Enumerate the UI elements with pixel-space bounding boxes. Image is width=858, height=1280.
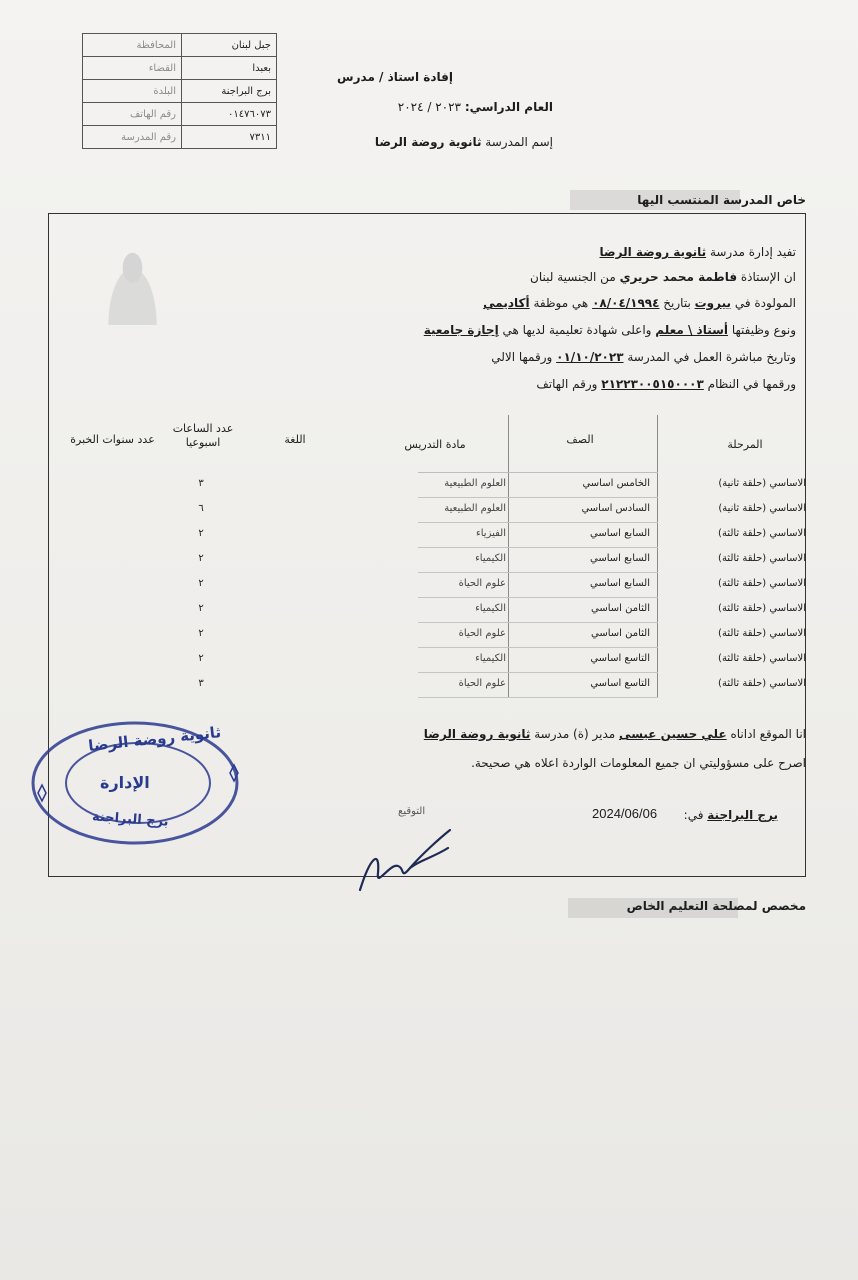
row-divider	[418, 672, 658, 673]
declaration-line-2: اصرح على مسؤوليتي ان جميع المعلومات الواردة اعلاه هي صحيحة.	[471, 756, 806, 770]
body-line-2	[530, 270, 796, 284]
system-number: ٢١٢٢٣٠٠٥١٥٠٠٠٣	[601, 377, 704, 391]
col-header-grade: الصف	[566, 433, 594, 446]
stamp-text-top: ثانوية روضة الرضا	[87, 723, 222, 755]
employment-type: أكاديمي	[483, 296, 530, 310]
row-divider	[418, 547, 658, 548]
info-label: رقم المدرسة	[83, 126, 182, 149]
info-row	[83, 34, 277, 57]
col-header-stage: المرحلة	[727, 438, 763, 451]
cell-subject: الفيزياء	[476, 528, 506, 539]
cell-stage: الاساسي (حلقة ثالثة)	[718, 653, 806, 664]
degree: إجازة جامعية	[423, 323, 499, 337]
info-value: ٠١٤٧٦٠٧٣	[182, 103, 277, 126]
cell-grade: السادس اساسي	[581, 503, 650, 514]
academic-year	[398, 100, 553, 114]
place-name: برج البراجنة	[707, 808, 778, 822]
nationality: لبنان	[530, 270, 554, 284]
cell-hours: ٣	[198, 478, 204, 489]
section-heading-private: مخصص لمصلحة التعليم الخاص	[626, 899, 806, 913]
cell-stage: الاساسي (حلقة ثالثة)	[718, 678, 806, 689]
cell-subject: علوم الحياة	[458, 678, 506, 689]
info-label: القضاء	[83, 57, 182, 80]
start-date: ٠١/١٠/٢٠٢٣	[556, 350, 624, 364]
text: تفيد إدارة مدرسة	[709, 245, 796, 259]
cell-subject: الكيمياء	[475, 653, 506, 664]
issue-place	[684, 808, 778, 822]
text: بتاريخ	[663, 296, 691, 310]
cell-stage: الاساسي (حلقة ثانية)	[718, 478, 806, 489]
birthplace: بيروت	[694, 296, 731, 310]
info-value: بعبدا	[182, 57, 277, 80]
cell-stage: الاساسي (حلقة ثالثة)	[718, 553, 806, 564]
section-heading-receiving: خاص المدرسة المنتسب اليها	[637, 193, 806, 207]
info-value: برج البراجنة	[182, 80, 277, 103]
document-title: إفادة استاذ / مدرس	[337, 70, 453, 84]
col-header-subject: مادة التدريس	[404, 438, 466, 451]
cell-hours: ٦	[198, 503, 204, 514]
cell-grade: الثامن اساسي	[591, 603, 650, 614]
cell-subject: العلوم الطبيعية	[444, 503, 506, 514]
info-label: البلدة	[83, 80, 182, 103]
cell-hours: ٣	[198, 678, 204, 689]
school-name-label: إسم المدرسة	[485, 135, 553, 149]
info-row	[83, 57, 277, 80]
text: من الجنسية	[557, 270, 616, 284]
text: واعلى شهادة تعليمية لديها هي	[502, 323, 652, 337]
cell-stage: الاساسي (حلقة ثالثة)	[718, 528, 806, 539]
cell-grade: السابع اساسي	[590, 528, 650, 539]
text: وتاريخ مباشرة العمل في المدرسة	[627, 350, 796, 364]
cell-hours: ٢	[198, 628, 204, 639]
col-header-experience: عدد سنوات الخبرة	[70, 433, 155, 446]
cell-hours: ٢	[198, 603, 204, 614]
cell-grade: السابع اساسي	[590, 578, 650, 589]
col-header-hours: عدد الساعات اسبوعيا	[172, 422, 234, 449]
cell-stage: الاساسي (حلقة ثالثة)	[718, 603, 806, 614]
text: في:	[683, 808, 704, 822]
cell-hours: ٢	[198, 578, 204, 589]
cell-grade: الثامن اساسي	[591, 628, 650, 639]
cell-subject: العلوم الطبيعية	[444, 478, 506, 489]
text: هي موظفة	[533, 296, 589, 310]
signature-label: التوقيع	[398, 806, 426, 817]
row-divider	[418, 697, 658, 698]
school-name-declaration: ثانوية روضة الرضا	[423, 727, 531, 741]
school-info-box	[82, 33, 277, 149]
school-name-inline: ثانوية روضة الرضا	[599, 245, 707, 259]
row-divider	[418, 572, 658, 573]
info-row	[83, 80, 277, 103]
stamp-text-bottom: برج البراجنة	[91, 809, 170, 830]
issue-date: 2024/06/06	[592, 806, 658, 821]
row-divider	[418, 522, 658, 523]
job-type: أستاذ \ معلم	[655, 323, 729, 337]
signature	[350, 818, 460, 898]
text: ورقمها في النظام	[707, 377, 796, 391]
teacher-name: فاطمة محمد حريري	[619, 270, 738, 284]
text: ورقمها الالي	[491, 350, 553, 364]
text: ورقم الهاتف	[536, 377, 598, 391]
cell-stage: الاساسي (حلقة ثانية)	[718, 503, 806, 514]
body-line-5	[491, 350, 796, 364]
cell-stage: الاساسي (حلقة ثالثة)	[718, 578, 806, 589]
cell-grade: الخامس اساسي	[582, 478, 650, 489]
cell-grade: التاسع اساسي	[590, 678, 650, 689]
school-name	[375, 135, 553, 149]
text: مدير (ة) مدرسة	[534, 727, 616, 741]
photo-placeholder	[95, 237, 170, 325]
info-label: رقم الهاتف	[83, 103, 182, 126]
cell-hours: ٢	[198, 528, 204, 539]
info-row	[83, 126, 277, 149]
row-divider	[418, 622, 658, 623]
declaration-line-1	[424, 727, 806, 741]
birthdate: ٠٨/٠٤/١٩٩٤	[592, 296, 660, 310]
body-line-4	[424, 323, 796, 337]
cell-hours: ٢	[198, 553, 204, 564]
row-divider	[418, 497, 658, 498]
academic-year-label: العام الدراسي:	[464, 100, 553, 114]
text: ونوع وظيفتها	[731, 323, 796, 337]
director-name: علي حسين عيسى	[619, 727, 727, 741]
cell-subject: علوم الحياة	[458, 578, 506, 589]
info-label: المحافظة	[83, 34, 182, 57]
cell-subject: الكيمياء	[475, 603, 506, 614]
row-divider	[418, 647, 658, 648]
cell-hours: ٢	[198, 653, 204, 664]
body-line-3	[483, 296, 796, 310]
cell-grade: التاسع اساسي	[590, 653, 650, 664]
row-divider	[418, 597, 658, 598]
cell-grade: السابع اساسي	[590, 553, 650, 564]
info-value: ٧٣١١	[182, 126, 277, 149]
cell-stage: الاساسي (حلقة ثالثة)	[718, 628, 806, 639]
body-line-6	[536, 377, 796, 391]
info-row	[83, 103, 277, 126]
info-value: جبل لبنان	[182, 34, 277, 57]
col-header-language: اللغة	[284, 433, 306, 446]
cell-subject: الكيمياء	[475, 553, 506, 564]
text: المولودة في	[734, 296, 796, 310]
text: ان الإستاذة	[740, 270, 796, 284]
school-name-value: ثانوية روضة الرضا	[374, 135, 482, 149]
academic-year-value: ٢٠٢٣ / ٢٠٢٤	[397, 100, 461, 114]
cell-subject: علوم الحياة	[458, 628, 506, 639]
stamp-text-middle: الإدارة	[100, 773, 150, 792]
body-line-1	[600, 245, 797, 259]
text: انا الموقع اداناه	[730, 727, 806, 741]
